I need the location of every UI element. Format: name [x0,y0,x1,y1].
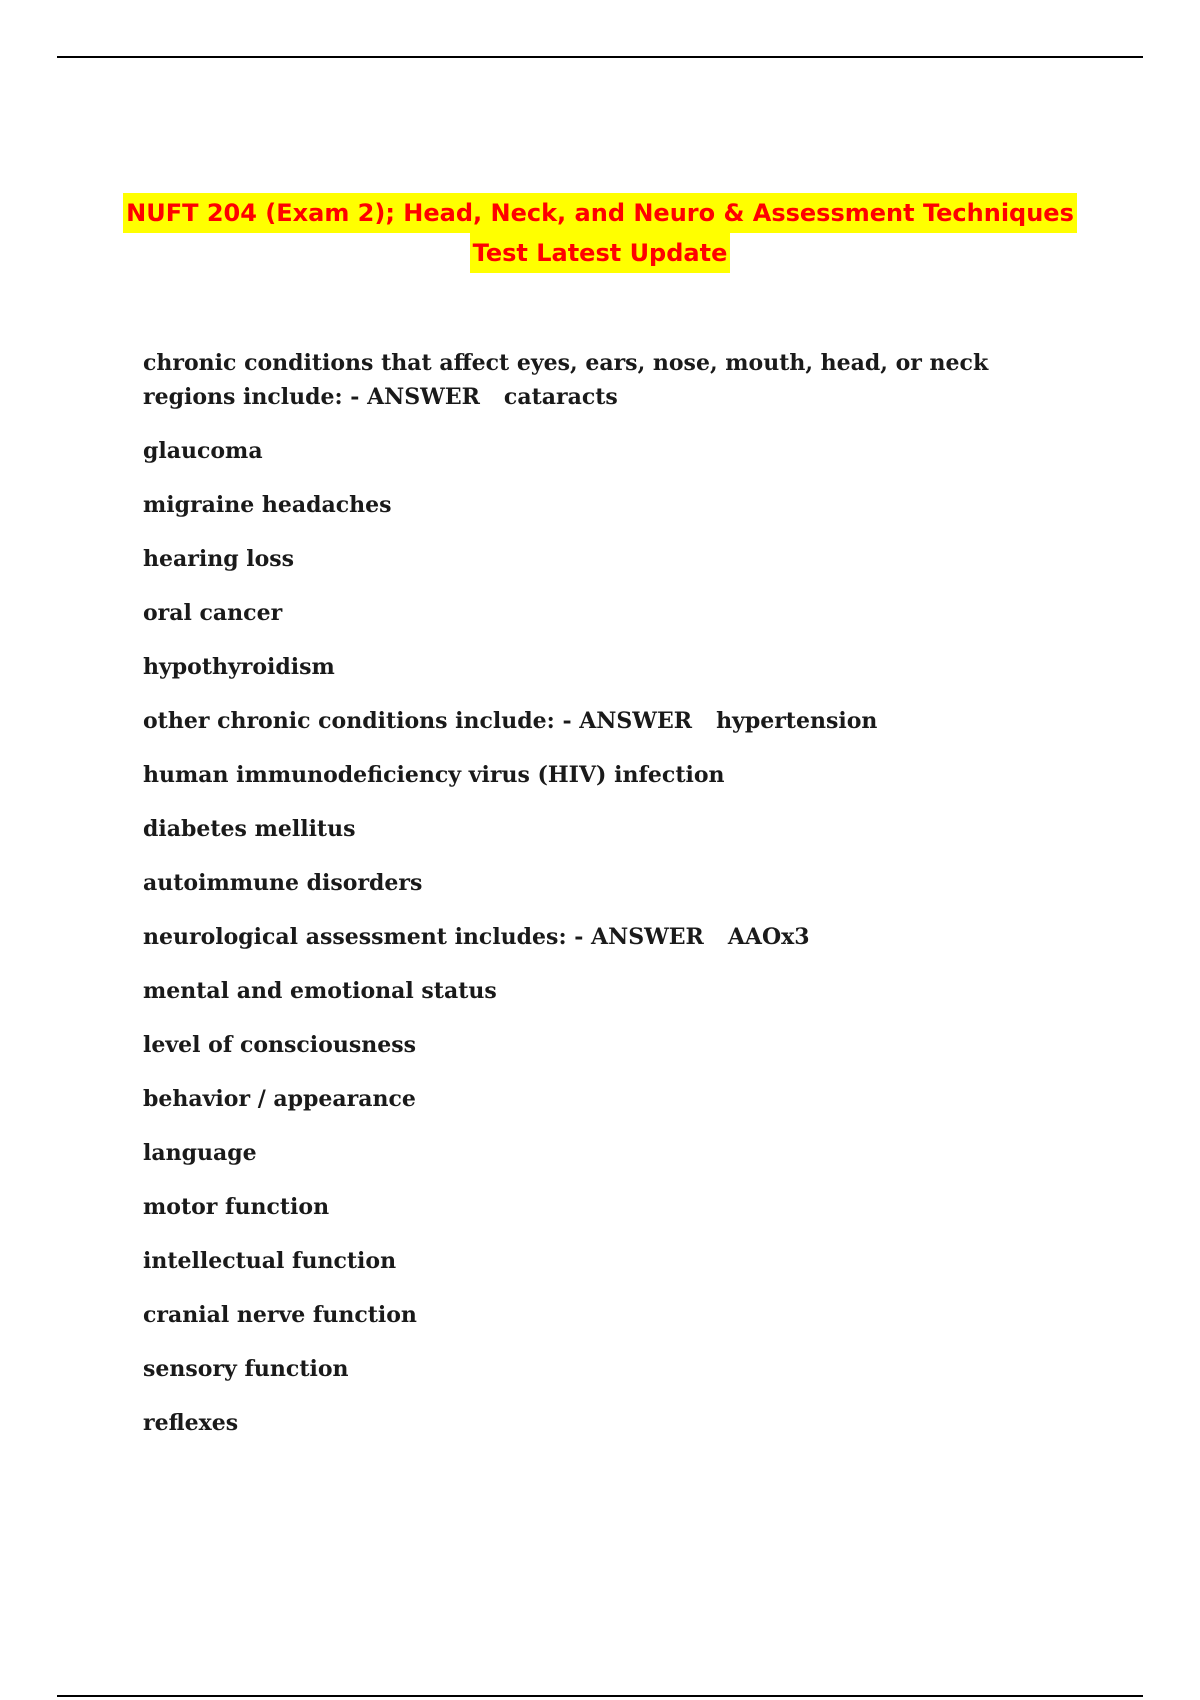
title-line-2: Test Latest Update [470,233,731,273]
question-answer-1 [143,346,1083,414]
list-item: cranial nerve function [143,1302,417,1328]
list-item: autoimmune disorders [143,870,423,896]
top-rule [57,56,1143,58]
title-line-1: NUFT 204 (Exam 2); Head, Neck, and Neuro & Assessment Techniques [123,193,1077,233]
question-text: neurological assessment includes: - ANSWER [143,924,704,950]
list-item: diabetes mellitus [143,816,356,842]
list-item: sensory function [143,1356,349,1382]
list-item: level of consciousness [143,1032,416,1058]
question-text: chronic conditions that affect eyes, ears, nose, mouth, head, or neck regions include: - ANSWER [143,350,989,410]
question-text: other chronic conditions include: - ANSWER [143,708,693,734]
list-item: reflexes [143,1410,239,1436]
document-title [0,193,1200,273]
answer-text: hypertension [716,708,878,734]
list-item: language [143,1140,257,1166]
list-item: migraine headaches [143,492,392,518]
list-item: intellectual function [143,1248,397,1274]
list-item: behavior / appearance [143,1086,416,1112]
list-item: hypothyroidism [143,654,335,680]
list-item: human immunodeficiency virus (HIV) infection [143,762,725,788]
question-answer-3 [143,920,1083,954]
answer-text: cataracts [503,384,618,410]
list-item: glaucoma [143,438,263,464]
bottom-rule [57,1695,1143,1697]
list-item: hearing loss [143,546,295,572]
list-item: motor function [143,1194,330,1220]
document-body [143,346,1083,1460]
question-answer-2 [143,704,1083,738]
list-item: mental and emotional status [143,978,497,1004]
answer-text: AAOx3 [727,924,810,950]
list-item: oral cancer [143,600,283,626]
